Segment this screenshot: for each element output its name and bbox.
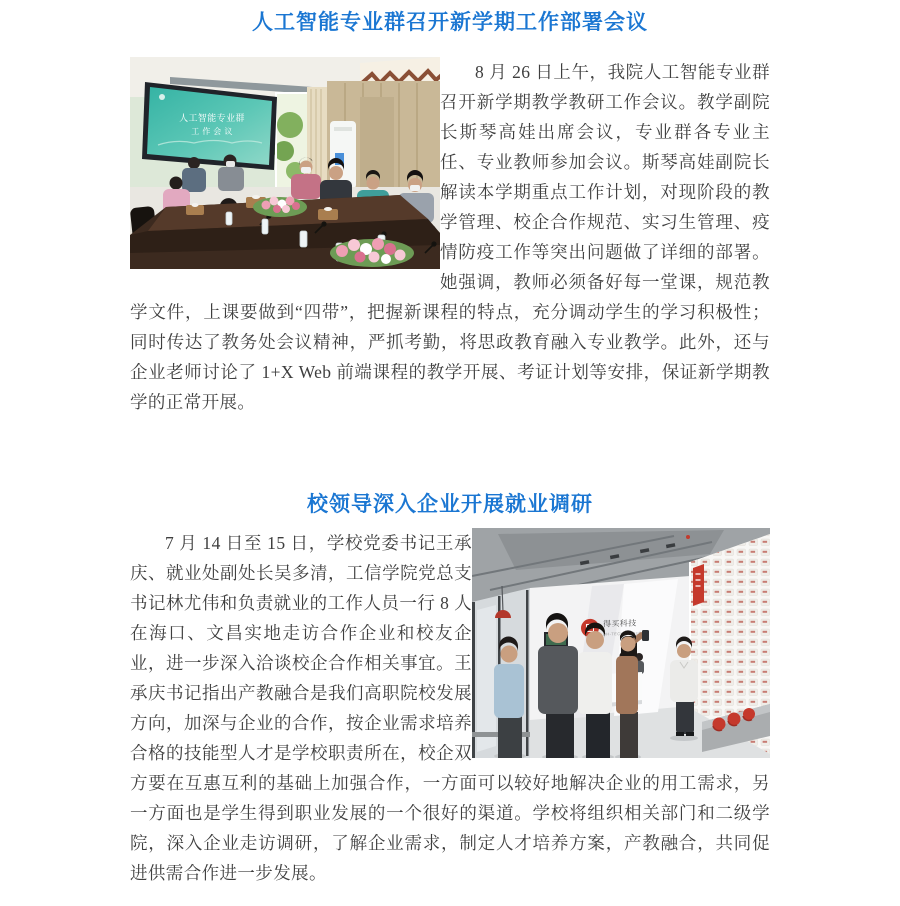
- company-logo-cn: 得买科技: [603, 618, 637, 629]
- projection-screen: [142, 82, 277, 170]
- meeting-room-illustration: [130, 57, 440, 269]
- article-2-body: [130, 528, 770, 888]
- enterprise-visit-photo: [472, 528, 770, 758]
- article-2-paragraph: 7 月 14 日至 15 日，学校党委书记王承庆、就业处副处长吴多清，工信学院党总支书记林尤伟和负责就业的工作人员一行 8 人在海口、文昌实地走访合作企业和校友企业，进一步深入洽谈校企合作相关事宜。王承庆书记指出产教融合是我们高职院校发展方向，加深与企业的合作，按企业需求培养合格的技能型人才是学校职责所在，校企双方要在互惠互利的基础上加强合作，一方面可以较好地解决企业的用工需求，另一方面也是学生得到职业发展的一个很好的渠道。学校将组织相关部门和二级学院，深入企业走访调研，了解企业需求，制定人才培养方案，产教融合，共同促进供需合作进一步发展。: [130, 533, 770, 883]
- enterprise-visit-illustration: [472, 528, 770, 758]
- document-page: [130, 8, 770, 888]
- company-logo-en: DH-TECH: [603, 631, 624, 637]
- article-2: [130, 490, 770, 888]
- article-1-body: [130, 57, 770, 417]
- slide-title-line1: 人工智能专业群: [179, 113, 245, 123]
- slide-title-line2: 工 作 会 议: [191, 127, 233, 136]
- meeting-room-photo: [130, 57, 440, 269]
- article-2-title: 校领导深入企业开展就业调研: [307, 493, 593, 516]
- article-1-paragraph: 8 月 26 日上午，我院人工智能专业群召开新学期教学教研工作会议。教学副院长斯琴高娃出席会议，专业群各专业主任、专业教师参加会议。斯琴高娃副院长解读本学期重点工作计划，对现阶段的教学管理、校企合作规范、实习生管理、疫情防疫工作等突出问题做了详细的部署。她强调，教师必须备好每一堂课，规范教学文件，上课要做到“四带”，把握新课程的特点，充分调动学生的学习积极性；同时传达了教务处会议精神，严抓考勤，将思政教育融入专业教学。此外，还与企业老师讨论了 1+X Web 前端课程的教学开展、考证计划等安排，保证新学期教学的正常开展。: [130, 62, 770, 412]
- article-1: [130, 8, 770, 417]
- article-1-title: 人工智能专业群召开新学期工作部署会议: [252, 11, 648, 34]
